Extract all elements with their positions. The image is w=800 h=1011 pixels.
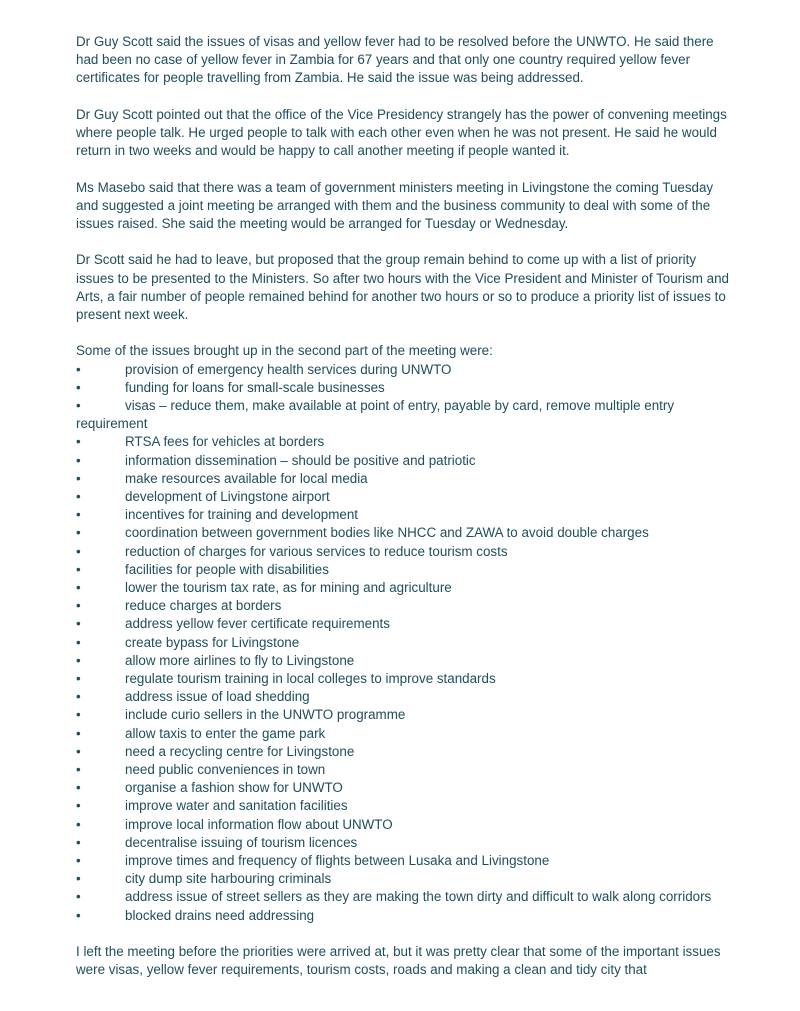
list-item [76, 361, 736, 379]
bullet-dot-icon: • [76, 489, 81, 505]
list-item-text: regulate tourism training in local colleges to improve standards [125, 671, 496, 687]
list-item-text: address issue of street sellers as they are making the town dirty and difficult to walk along corridors [125, 889, 712, 905]
bullet-dot-icon: • [76, 871, 81, 887]
bullet-dot-icon: • [76, 853, 81, 869]
list-item-text: incentives for training and development [125, 507, 358, 523]
list-item-text: need public conveniences in town [125, 762, 326, 778]
list-item-text: need a recycling centre for Livingstone [125, 743, 355, 759]
list-item-text: include curio sellers in the UNWTO programme [125, 707, 406, 723]
list-item-text: improve water and sanitation facilities [125, 798, 348, 814]
list-item-text: allow more airlines to fly to Livingstone [125, 652, 355, 668]
list-item-text: decentralise issuing of tourism licences [125, 834, 358, 850]
list-item [76, 506, 736, 524]
list-item-text: visas – reduce them, make available at point of entry, payable by card, remove multiple entry requirement [76, 398, 675, 432]
list-item [76, 524, 736, 542]
list-item [76, 615, 736, 633]
document-body [76, 33, 736, 979]
bullet-dot-icon: • [76, 634, 81, 650]
bullet-dot-icon: • [76, 361, 81, 377]
list-item [76, 561, 736, 579]
bullet-dot-icon: • [76, 798, 81, 814]
list-item-text: allow taxis to enter the game park [125, 725, 326, 741]
bullet-dot-icon: • [76, 780, 81, 796]
list-item-text: facilities for people with disabilities [125, 561, 329, 577]
list-item [76, 597, 736, 615]
list-intro: Some of the issues brought up in the second part of the meeting were: [76, 343, 493, 359]
list-item [76, 379, 736, 397]
list-item-text: address issue of load shedding [125, 689, 310, 705]
list-item [76, 470, 736, 488]
list-item [76, 543, 736, 561]
bullet-dot-icon: • [76, 598, 81, 614]
bullet-dot-icon: • [76, 398, 81, 413]
closing-paragraph: I left the meeting before the priorities were arrived at, but it was pretty clear that some of the important issues were visas, yellow fever requirements, tourism costs, roads and making a clean and tidy city that [76, 944, 721, 978]
paragraph-yellow-fever: Dr Guy Scott said the issues of visas and yellow fever had to be resolved before the UNWTO. He said there had been no case of yellow fever in Zambia for 67 years and that only one country required yellow fever certificates for people travelling from Zambia. He said the issue was being addressed. [76, 34, 714, 86]
bullet-dot-icon: • [76, 816, 81, 832]
list-item-text: RTSA fees for vehicles at borders [125, 434, 325, 450]
bullet-dot-icon: • [76, 616, 81, 632]
list-item-text: coordination between government bodies like NHCC and ZAWA to avoid double charges [125, 525, 649, 541]
list-item [76, 725, 736, 743]
bullet-dot-icon: • [76, 689, 81, 705]
list-item [76, 433, 736, 451]
list-item-text: blocked drains need addressing [125, 907, 315, 923]
list-item-text: organise a fashion show for UNWTO [125, 780, 343, 796]
list-item [76, 816, 736, 834]
list-item-text: provision of emergency health services during UNWTO [125, 361, 452, 377]
bullet-dot-icon: • [76, 834, 81, 850]
list-item [76, 761, 736, 779]
list-item-text: lower the tourism tax rate, as for mining and agriculture [125, 580, 452, 596]
issues-list [76, 361, 736, 925]
list-item [76, 797, 736, 815]
bullet-dot-icon: • [76, 652, 81, 668]
list-item-text: reduction of charges for various services to reduce tourism costs [125, 543, 508, 559]
bullet-dot-icon: • [76, 543, 81, 559]
list-item [76, 670, 736, 688]
bullet-dot-icon: • [76, 470, 81, 486]
list-item-text: improve times and frequency of flights between Lusaka and Livingstone [125, 853, 550, 869]
list-item-text: improve local information flow about UNWTO [125, 816, 393, 832]
list-item [76, 634, 736, 652]
paragraph-vice-presidency: Dr Guy Scott pointed out that the office of the Vice Presidency strangely has the power of convening meetings where people talk. He urged people to talk with each other even when he was not present. He said he would return in two weeks and would be happy to call another meeting if people wanted it. [76, 106, 727, 159]
list-item [76, 706, 736, 724]
bullet-dot-icon: • [76, 743, 81, 759]
list-item [76, 652, 736, 670]
list-item-text: funding for loans for small-scale businesses [125, 379, 385, 395]
list-item-text: make resources available for local media [125, 470, 368, 486]
list-item [76, 743, 736, 761]
bullet-dot-icon: • [76, 452, 81, 468]
list-item [76, 397, 736, 433]
bullet-dot-icon: • [76, 561, 81, 577]
bullet-dot-icon: • [76, 434, 81, 450]
list-item [76, 488, 736, 506]
list-item [76, 888, 736, 906]
list-item-text: information dissemination – should be positive and patriotic [125, 452, 476, 468]
list-item [76, 870, 736, 888]
paragraph-masebo: Ms Masebo said that there was a team of government ministers meeting in Livingstone the coming Tuesday and suggested a joint meeting be arranged with them and the business community to deal with some of the issues raised. She said the meeting would be arranged for Tuesday or Wednesday. [76, 179, 714, 231]
bullet-dot-icon: • [76, 889, 81, 905]
list-item-text: create bypass for Livingstone [125, 634, 300, 650]
bullet-dot-icon: • [76, 580, 81, 596]
list-item [76, 579, 736, 597]
bullet-dot-icon: • [76, 507, 81, 523]
list-item-text: development of Livingstone airport [125, 489, 330, 505]
list-item [76, 834, 736, 852]
bullet-dot-icon: • [76, 671, 81, 687]
list-item [76, 907, 736, 925]
bullet-dot-icon: • [76, 525, 81, 541]
list-item-text: address yellow fever certificate requirements [125, 616, 390, 632]
list-item [76, 688, 736, 706]
bullet-dot-icon: • [76, 762, 81, 778]
bullet-dot-icon: • [76, 907, 81, 923]
list-item-text: city dump site harbouring criminals [125, 871, 332, 887]
bullet-dot-icon: • [76, 379, 81, 395]
list-item [76, 452, 736, 470]
list-item-text: reduce charges at borders [125, 598, 282, 614]
paragraph-priority-issues: Dr Scott said he had to leave, but proposed that the group remain behind to come up with a list of priority issues to be presented to the Ministers. So after two hours with the Vice President and Minister of Tourism and Arts, a fair number of people remained behind for another two hours or so to produce a priority list of issues to present next week. [76, 252, 730, 322]
bullet-dot-icon: • [76, 725, 81, 741]
list-item [76, 852, 736, 870]
bullet-dot-icon: • [76, 707, 81, 723]
list-item [76, 779, 736, 797]
